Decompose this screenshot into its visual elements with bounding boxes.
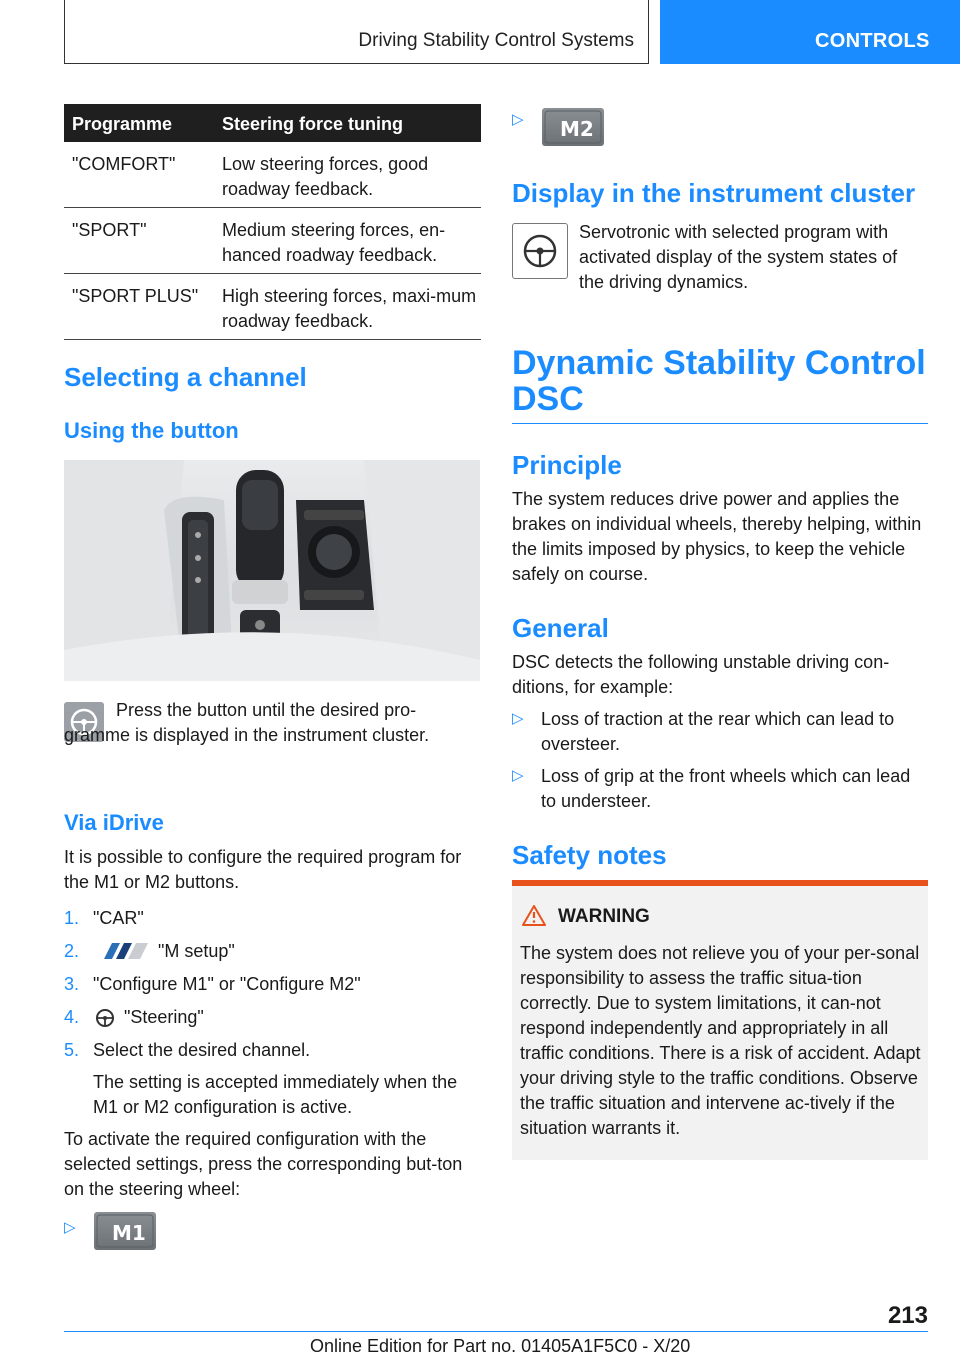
console-illustration — [64, 460, 480, 681]
bullet-triangle-icon: ▷ — [64, 1219, 76, 1236]
header-section-box — [660, 0, 960, 64]
heading-selecting-channel: Selecting a channel — [64, 362, 307, 392]
table-row — [64, 208, 481, 274]
heading-safety-notes: Safety notes — [512, 840, 667, 870]
step-text: "Configure M1" or "Configure M2" — [93, 974, 361, 994]
steering-wheel-display-icon — [512, 223, 568, 279]
heading-display-cluster: Display in the instrument cluster — [512, 178, 916, 208]
m2-label: M2 — [560, 117, 594, 141]
table-row — [64, 142, 481, 208]
section-rule — [512, 423, 928, 424]
bullet-triangle-icon: ▷ — [512, 111, 524, 128]
m1-label: M1 — [112, 1221, 146, 1245]
button-instruction-text: Press the button until the desired pro-gramme is displayed in the instrument cluster. — [64, 700, 430, 745]
step-number: 5. — [64, 1040, 80, 1060]
column-header-steering: Steering force tuning — [222, 114, 404, 134]
step-text: "Steering" — [124, 1007, 204, 1027]
table-cell: Low steering forces, good roadway feedback. — [222, 154, 429, 199]
m-stripes-icon — [98, 943, 150, 959]
table-cell: Medium steering forces, en-hanced roadway feedback. — [222, 220, 446, 265]
table-cell: "SPORT PLUS" — [72, 286, 199, 306]
table-cell: High steering forces, maxi-mum roadway feedback. — [222, 286, 477, 331]
step-number: 4. — [64, 1007, 80, 1027]
m2-button-image — [542, 108, 604, 146]
table-cell: "SPORT" — [72, 220, 147, 240]
step-number: 2. — [64, 941, 80, 961]
heading-dsc: Dynamic Stability Control DSC — [512, 344, 926, 418]
table-row — [64, 274, 481, 340]
display-text: Servotronic with selected program with activated display of the system states of the driving dynamics. — [579, 222, 898, 292]
header-chapter-box — [64, 0, 649, 64]
list-item: Loss of grip at the front wheels which can lead to understeer. — [541, 766, 911, 811]
step-text: Select the desired channel. — [93, 1040, 311, 1060]
warning-title: WARNING — [558, 906, 650, 927]
idrive-intro-text: It is possible to configure the required program for the M1 or M2 buttons. — [64, 847, 462, 892]
section-title: CONTROLS — [815, 30, 930, 52]
heading-using-button: Using the button — [64, 418, 239, 443]
center-console-photo — [64, 460, 480, 681]
step-text: "M setup" — [158, 941, 235, 961]
column-header-programme: Programme — [72, 114, 173, 134]
step-text: "CAR" — [93, 908, 144, 928]
table-cell: "COMFORT" — [72, 154, 176, 174]
step-number: 1. — [64, 908, 80, 928]
activate-text: To activate the required configuration with the selected settings, press the corresponding but-ton on the steering wheel: — [64, 1129, 463, 1199]
warning-text: The system does not relieve you of your per-sonal responsibility to assess the traffic situa-tion correctly. Due to system limitations, it can-not respond independently and appropriately in all traffic conditions. There is a risk of accident. Adapt your driving style to the traffic conditions. Observe the traffic situation and intervene ac-tively if the situation warrants it. — [520, 943, 921, 1138]
m1-button-image — [94, 1212, 156, 1250]
step-note: The setting is accepted immediately when the M1 or M2 configuration is active. — [93, 1072, 458, 1117]
bullet-triangle-icon: ▷ — [512, 767, 524, 784]
warning-box — [512, 880, 928, 1160]
footer-rule — [64, 1331, 928, 1332]
heading-principle: Principle — [512, 450, 622, 480]
steering-small-icon — [94, 1007, 116, 1029]
page-number: 213 — [887, 1302, 928, 1329]
heading-via-idrive: Via iDrive — [64, 810, 164, 835]
general-text: DSC detects the following unstable driving con-ditions, for example: — [512, 652, 890, 697]
table-header — [64, 104, 481, 142]
step-number: 3. — [64, 974, 80, 994]
programme-table — [64, 104, 481, 340]
warning-triangle-icon — [522, 904, 546, 931]
edition-text: Online Edition for Part no. 01405A1F5C0 - X/20 — [310, 1336, 691, 1356]
heading-general: General — [512, 613, 609, 643]
chapter-title: Driving Stability Control Systems — [358, 30, 634, 51]
bullet-triangle-icon: ▷ — [512, 710, 524, 727]
principle-text: The system reduces drive power and applies the brakes on individual wheels, thereby helping, within the limits imposed by physics, to keep the vehicle safely on course. — [512, 489, 922, 584]
list-item: Loss of traction at the rear which can lead to oversteer. — [541, 709, 895, 754]
